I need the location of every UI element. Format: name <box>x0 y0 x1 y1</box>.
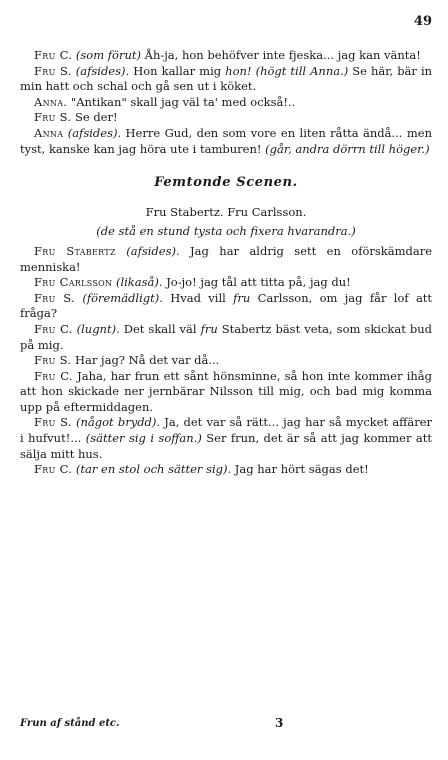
scene-stage-direction: (de stå en stund tysta och fixera hvarandra.) <box>96 224 356 239</box>
dialogue-line <box>20 126 432 157</box>
dialogue-line <box>20 95 432 111</box>
speaker-name: Fru S. <box>34 415 72 430</box>
signature-mark: 3 <box>275 716 284 730</box>
page-footer <box>20 716 432 734</box>
scene-title: Femtonde Scenen. <box>154 175 298 191</box>
dialogue-text: Stabertz bäst veta, som skickat bud på mig. <box>20 321 432 352</box>
stage-direction: (högt till Anna.) <box>255 63 349 78</box>
stage-direction: (afsides). <box>67 125 122 140</box>
dialogue-text: Hon kallar mig <box>133 63 222 78</box>
dialogue-line <box>20 353 432 369</box>
emphasis: fru <box>233 290 251 305</box>
speaker-name: Fru Stabertz <box>34 243 116 258</box>
dialogue-line <box>20 291 432 322</box>
dialogue-line <box>20 415 432 462</box>
dialogue-line <box>20 244 432 275</box>
speaker-name: Fru C. <box>34 462 73 477</box>
stage-direction: (likaså). <box>115 275 163 290</box>
speaker-name: Fru C. <box>34 368 73 383</box>
stage-direction: (afsides). <box>126 243 180 258</box>
speaker-name: Fru S. <box>34 63 72 78</box>
dialogue-text: Jag har hört sägas det! <box>234 462 369 477</box>
dialogue-text: Se här, bär in min hatt och schal och gå sen ut i köket. <box>20 63 433 94</box>
stage-direction: (går, andra dörrn till höger.) <box>265 141 430 156</box>
stage-direction: (något brydd). <box>76 415 161 430</box>
dialogue-text: Åh-ja, hon behöfver inte fjeska... jag kan vänta! <box>144 48 421 62</box>
stage-direction: (föremädligt). <box>82 290 163 305</box>
scene-characters: Fru Stabertz. Fru Carlsson. <box>145 204 307 219</box>
speaker-name: Anna <box>34 125 64 140</box>
dialogue-text: Jo-jo! jag tål att titta på, jag du! <box>166 275 351 290</box>
running-title: Frun af stånd etc. <box>20 718 120 729</box>
speaker-name: Fru C. <box>34 321 73 336</box>
dialogue-text: Ser frun, det är så att jag kommer att sälja mitt hus. <box>20 431 433 461</box>
book-page <box>20 14 432 734</box>
speaker-name: Fru S. <box>34 110 72 125</box>
stage-direction: (afsides). <box>75 63 130 78</box>
stage-direction: (som förut) <box>75 48 141 62</box>
dialogue-text: Herre Gud, den som vore en liten råtta ändå... men tyst, kanske kan jag höra ute i tamburen! <box>20 125 432 156</box>
dialogue-line <box>20 275 432 291</box>
emphasis: hon! <box>225 63 252 78</box>
dialogue-text: Jag har aldrig sett en oförskämdare menniska! <box>20 243 433 274</box>
dialogue-text: Ja, det var så rätt... jag har så mycket affärer i hufvut!... <box>20 415 433 446</box>
dialogue-line <box>20 462 432 478</box>
dialogue-text: Det skall väl <box>123 321 197 336</box>
speaker-name: Fru S. <box>34 290 75 305</box>
dialogue-text: "Antikan" skall jag väl ta' med också!.. <box>70 94 296 109</box>
speaker-name: Fru Carlsson <box>34 275 113 290</box>
emphasis: fru <box>200 321 218 336</box>
page-text <box>20 48 432 478</box>
dialogue-line <box>20 48 432 64</box>
stage-direction: (lugnt). <box>76 321 120 336</box>
dialogue-line <box>20 369 432 416</box>
page-number: 49 <box>413 14 432 29</box>
dialogue-text: Carlsson, om jag får lof att fråga? <box>20 290 433 321</box>
dialogue-line <box>20 110 432 126</box>
dialogue-line <box>20 64 432 95</box>
dialogue-text: Hvad vill <box>170 290 226 305</box>
dialogue-text: Har jag? Nå det var då... <box>74 353 220 368</box>
dialogue-text: Se der! <box>74 110 118 125</box>
dialogue-text: Jaha, har frun ett sånt hönsminne, så hon inte kommer ihåg att hon skickade ner jernbärar Nilsson till mig, och bad mig komma upp på eftermiddagen. <box>20 368 432 414</box>
stage-direction: (sätter sig i soffan.) <box>85 431 202 446</box>
dialogue-line <box>20 322 432 353</box>
speaker-name: Fru S. <box>34 353 72 368</box>
speaker-name: Anna. <box>34 94 68 109</box>
speaker-name: Fru C. <box>34 48 73 62</box>
stage-direction: (tar en stol och sätter sig). <box>75 462 232 477</box>
